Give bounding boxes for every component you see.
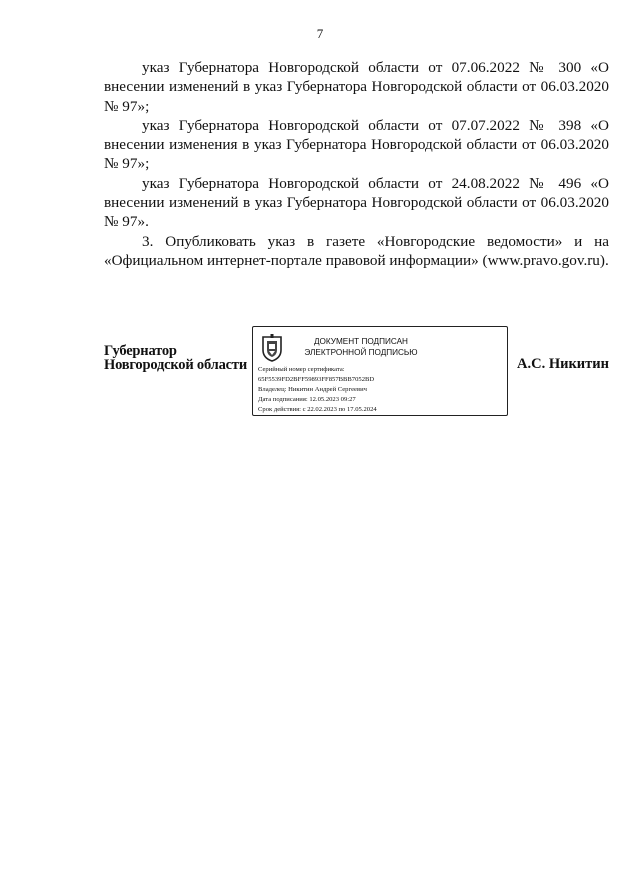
coat-of-arms-icon (259, 333, 285, 363)
signer-title-line1: Губернатор (104, 343, 177, 359)
signer-title-line2: Новгородской области (104, 357, 247, 373)
document-body (104, 58, 609, 270)
stamp-heading-line2: ЭЛЕКТРОННОЙ ПОДПИСЬЮ (304, 348, 418, 357)
signer-name: А.С. Никитин (517, 356, 609, 372)
stamp-heading-line1: ДОКУМЕНТ ПОДПИСАН (314, 337, 408, 346)
certificate-validity: Срок действия: с 22.02.2023 по 17.05.2024 (258, 406, 377, 413)
paragraph-decree-496: указ Губернатора Новгородской области от 24.08.2022 № 496 «О внесении изменений в указ Губернатора Новгородской области от 06.03.2020 № 97». (104, 174, 609, 231)
stamp-heading (291, 336, 431, 358)
stamp-certificate-details (258, 365, 377, 415)
signer-title (104, 344, 247, 372)
electronic-signature-stamp (252, 326, 508, 416)
page-number: 7 (316, 26, 324, 41)
certificate-owner: Владелец: Никитин Андрей Сергеевич (258, 386, 367, 393)
certificate-serial-label: Серийный номер сертификата: (258, 366, 345, 373)
paragraph-publication: 3. Опубликовать указ в газете «Новгородские ведомости» и на «Официальном интернет-портале правовой информации» (www.pravo.gov.ru). (104, 232, 609, 269)
certificate-serial-value: 65F5539FD2BFF59893FF857BBB7052BD (258, 376, 375, 383)
certificate-signed-date: Дата подписания: 12.05.2023 09:27 (258, 396, 356, 403)
paragraph-decree-398: указ Губернатора Новгородской области от 07.07.2022 № 398 «О внесении изменения в указ Губернатора Новгородской области от 06.03.2020 № 97»; (104, 116, 609, 173)
paragraph-decree-300: указ Губернатора Новгородской области от 07.06.2022 № 300 «О внесении изменений в указ Губернатора Новгородской области от 06.03.2020 № 97»; (104, 59, 609, 115)
signature-block (104, 326, 609, 446)
